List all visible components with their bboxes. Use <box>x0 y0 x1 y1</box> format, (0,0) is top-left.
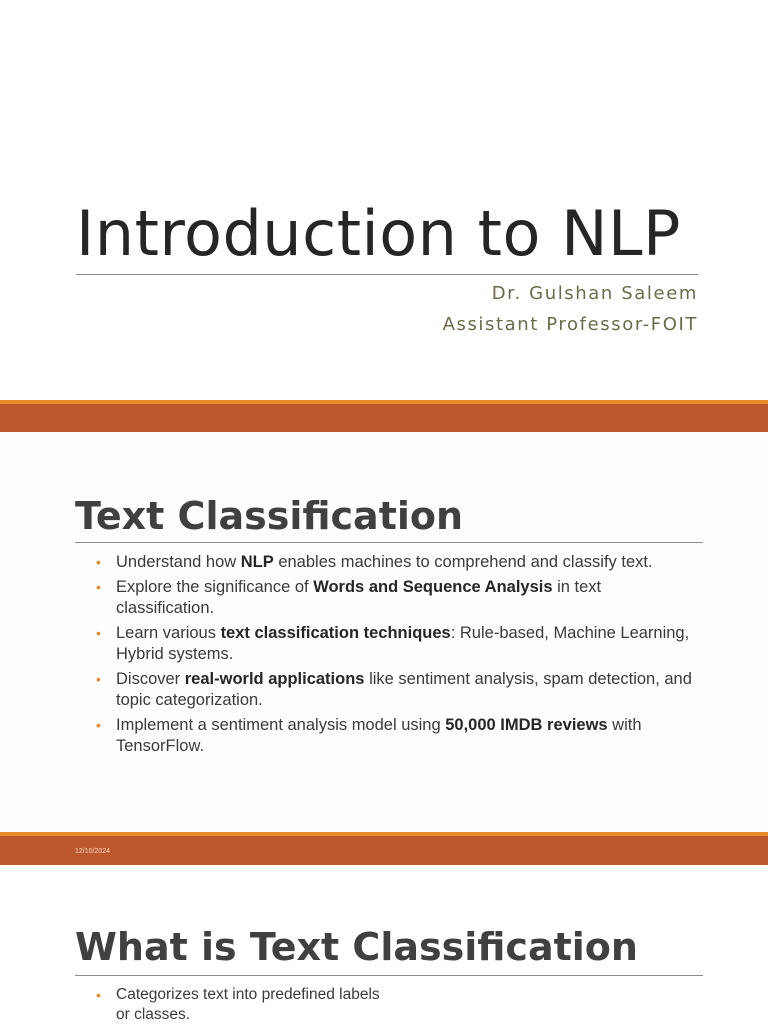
bullet-text: Categorizes text into predefined labels or classes. <box>116 986 380 1023</box>
bullet-bold-text: 50,000 IMDB reviews <box>445 716 608 734</box>
bullet-dot-icon: • <box>96 671 101 687</box>
bullet-list <box>96 985 396 1024</box>
bullet-text: Implement a sentiment analysis model using <box>116 716 446 734</box>
text-classification-slide <box>0 432 768 832</box>
bullet-item <box>96 552 696 573</box>
bullet-item <box>96 577 696 619</box>
bullet-text: Understand how <box>116 553 241 571</box>
slide-date: 12/10/2024 <box>75 848 111 855</box>
title-slide <box>0 0 768 400</box>
bullet-item <box>96 985 396 1024</box>
bullet-text: in text classification. <box>116 578 602 617</box>
author-role: Assistant Professor-FOIT <box>442 314 698 335</box>
bullet-dot-icon: • <box>96 987 101 1003</box>
bullet-bold-text: Words and Sequence Analysis <box>313 578 553 596</box>
bullet-list <box>96 552 696 761</box>
slide-heading: What is Text Classification <box>75 925 638 969</box>
bullet-text: enables machines to comprehend and classify text. <box>273 553 653 571</box>
slide-footer-band <box>0 832 768 865</box>
heading-divider <box>75 975 703 976</box>
bullet-dot-icon: • <box>96 625 101 641</box>
bullet-item <box>96 669 696 711</box>
bullet-item <box>96 715 696 757</box>
bullet-bold-text: NLP <box>240 553 274 571</box>
bullet-item <box>96 623 696 665</box>
what-is-text-classification-slide <box>0 865 768 1024</box>
bullet-dot-icon: • <box>96 554 101 570</box>
slide-heading: Text Classification <box>75 494 464 538</box>
bullet-text: Discover <box>116 670 185 688</box>
bullet-dot-icon: • <box>96 579 101 595</box>
slide-separator-band <box>0 400 768 432</box>
author-name: Dr. Gulshan Saleem <box>491 283 698 304</box>
bullet-text: with TensorFlow. <box>116 716 642 755</box>
bullet-text: Explore the significance of <box>116 578 314 596</box>
bullet-bold-text: text classification techniques <box>220 624 451 642</box>
title-divider <box>76 274 698 275</box>
bullet-text: : Rule-based, Machine Learning, Hybrid systems. <box>116 624 690 663</box>
heading-divider <box>75 542 703 543</box>
presentation-title: Introduction to NLP <box>76 197 681 270</box>
bullet-text: like sentiment analysis, spam detection, and topic categorization. <box>116 670 692 709</box>
bullet-dot-icon: • <box>96 717 101 733</box>
bullet-bold-text: real-world applications <box>184 670 365 688</box>
bullet-text: Learn various <box>116 624 221 642</box>
